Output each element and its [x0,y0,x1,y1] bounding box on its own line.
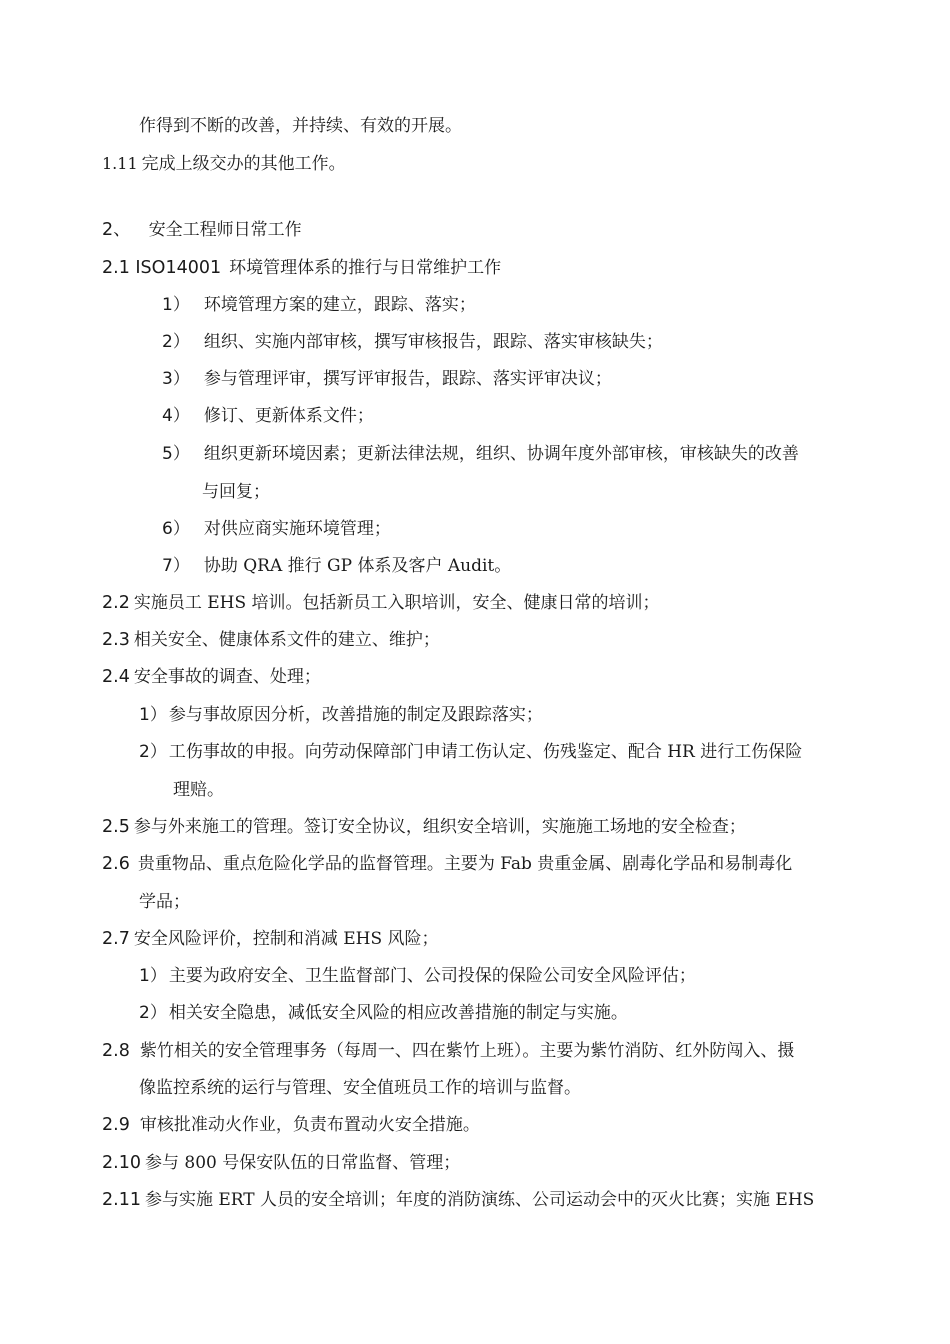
item-2-6: 2.6 贵重物品、重点危险化学品的监督管理。主要为 Fab 贵重金属、剧毒化学品和易制毒化 [102,854,793,874]
sub-item-2-4-1: 1） 参与事故原因分析，改善措施的制定及跟踪落实； [139,705,543,725]
sub-item-2-1-4: 4） 修订、更新体系文件； [162,406,374,426]
item-2-1: 2.1 ISO14001 环境管理体系的推行与日常维护工作 [102,258,502,278]
sub-item-2-7-1: 1） 主要为政府安全、卫生监督部门、公司投保的保险公司安全风险评估； [139,966,696,986]
item-2-2: 2.2 实施员工 EHS 培训。包括新员工入职培训，安全、健康日常的培训； [102,593,660,613]
item-2-3: 2.3 相关安全、健康体系文件的建立、维护； [102,630,440,650]
paragraph-continuation: 作得到不断的改善，并持续、有效的开展。 [139,116,462,136]
item-2-7: 2.7 安全风险评价，控制和消减 EHS 风险； [102,929,439,949]
item-2-8-continuation: 像监控系统的运行与管理、安全值班员工作的培训与监督。 [139,1078,581,1098]
sub-item-2-1-1: 1） 环境管理方案的建立，跟踪、落实； [162,295,476,315]
item-2-11: 2.11 参与实施 ERT 人员的安全培训；年度的消防演练、公司运动会中的灭火比赛；实施 EHS [102,1190,815,1210]
sub-item-2-7-2: 2） 相关安全隐患，减低安全风险的相应改善措施的制定与实施。 [139,1003,628,1023]
item-2-8: 2.8 紫竹相关的安全管理事务（每周一、四在紫竹上班）。主要为紫竹消防、红外防闯入、摄 [102,1041,795,1061]
sub-item-2-4-2-continuation: 理赔。 [173,780,224,800]
sub-item-2-1-6: 6） 对供应商实施环境管理； [162,519,391,539]
sub-item-2-1-2: 2） 组织、实施内部审核，撰写审核报告，跟踪、落实审核缺失； [162,332,663,352]
section-2-heading: 2、 安全工程师日常工作 [102,220,302,240]
item-2-5: 2.5 参与外来施工的管理。签订安全协议，组织安全培训，实施施工场地的安全检查； [102,817,746,837]
sub-item-2-1-3: 3） 参与管理评审，撰写评审报告，跟踪、落实评审决议； [162,369,612,389]
sub-item-2-1-5-continuation: 与回复； [202,482,270,502]
item-2-4: 2.4 安全事故的调查、处理； [102,667,321,687]
sub-item-2-1-7: 7） 协助 QRA 推行 GP 体系及客户 Audit。 [162,556,512,576]
sub-item-2-4-2: 2） 工伤事故的申报。向劳动保障部门申请工伤认定、伤残鉴定、配合 HR 进行工伤保险 [139,742,803,762]
item-2-9: 2.9 审核批准动火作业，负责布置动火安全措施。 [102,1115,480,1135]
item-2-10: 2.10 参与 800 号保安队伍的日常监督、管理； [102,1153,461,1173]
sub-item-2-1-5: 5） 组织更新环境因素；更新法律法规，组织、协调年度外部审核，审核缺失的改善 [162,444,799,464]
item-1-11: 1.11 完成上级交办的其他工作。 [102,154,346,174]
item-2-6-continuation: 学品； [139,892,190,912]
